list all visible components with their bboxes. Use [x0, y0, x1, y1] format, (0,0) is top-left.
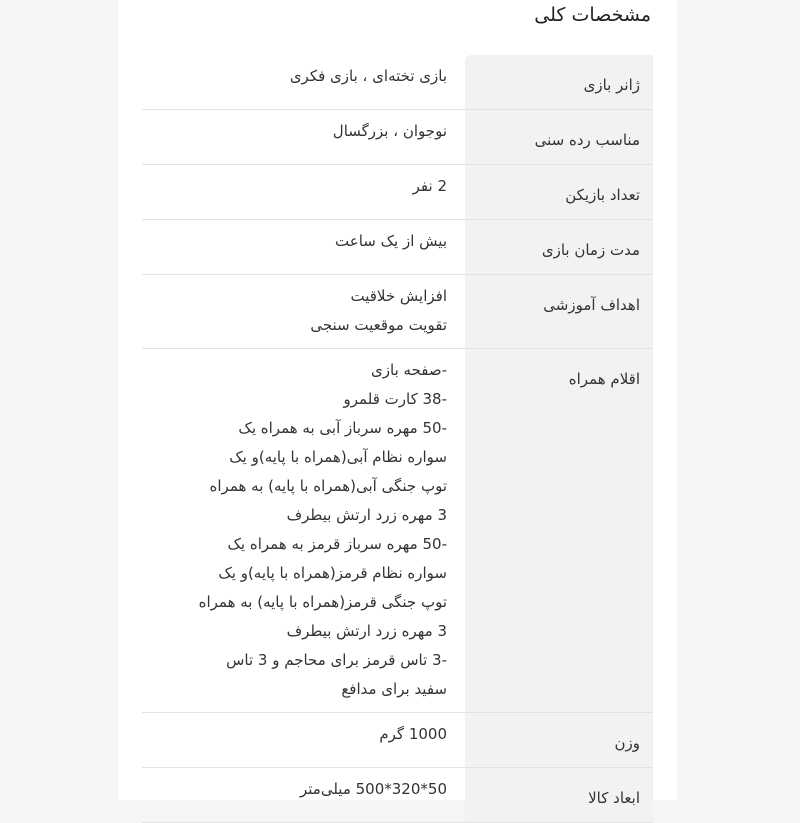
spec-value: [142, 349, 465, 712]
spec-value-line: افزایش خلاقیت: [350, 287, 447, 305]
spec-value: [142, 165, 465, 219]
spec-row: [142, 713, 653, 768]
spec-value-line: 1000 گرم: [379, 725, 447, 743]
spec-row: [142, 55, 653, 110]
spec-value: [142, 275, 465, 348]
spec-value: [142, 110, 465, 164]
spec-row: [142, 220, 653, 275]
spec-label: مناسب رده سنی: [465, 110, 653, 164]
spec-value-line: بیش از یک ساعت: [335, 232, 447, 250]
spec-value: [142, 768, 465, 822]
spec-label: اهداف آموزشی: [465, 275, 653, 348]
spec-label: تعداد بازیکن: [465, 165, 653, 219]
specs-table: [142, 55, 653, 823]
spec-value-line: -50 مهره سرباز قرمز به همراه یک: [227, 535, 447, 553]
spec-row: [142, 275, 653, 349]
spec-row: [142, 349, 653, 713]
spec-value-line: 2 نفر: [412, 177, 447, 195]
spec-label: ابعاد کالا: [465, 768, 653, 822]
spec-value-line: سفید برای مدافع: [341, 680, 447, 698]
spec-value-line: توپ جنگی آبی(همراه با پایه) به همراه: [209, 477, 447, 495]
spec-value-line: -38 کارت قلمرو: [343, 390, 447, 408]
spec-value-line: 3 مهره زرد ارتش بیطرف: [286, 506, 447, 524]
spec-label: ژانر بازی: [465, 55, 653, 109]
spec-label: اقلام همراه: [465, 349, 653, 712]
spec-value: [142, 55, 465, 109]
spec-value: [142, 713, 465, 767]
spec-row: [142, 165, 653, 220]
spec-value-line: توپ جنگی قرمز(همراه با پایه) به همراه: [198, 593, 447, 611]
spec-value-line: سواره نظام قرمز(همراه با پایه)و یک: [218, 564, 447, 582]
spec-value-line: -صفحه بازی: [371, 361, 447, 379]
spec-value-line: سواره نظام آبی(همراه با پایه)و یک: [229, 448, 447, 466]
spec-value-line: 50*320*500 میلی‌متر: [299, 780, 447, 798]
spec-value-line: تقویت موقعیت سنجی: [310, 316, 447, 334]
spec-value-line: بازی تخته‌ای ، بازی فکری: [289, 67, 447, 85]
spec-value-line: -3 تاس قرمز برای محاجم و 3 تاس: [226, 651, 447, 669]
section-title: مشخصات کلی: [534, 4, 651, 26]
spec-row: [142, 110, 653, 165]
spec-row: [142, 768, 653, 823]
spec-label: مدت زمان بازی: [465, 220, 653, 274]
specs-panel: [118, 0, 677, 807]
spec-value-line: 3 مهره زرد ارتش بیطرف: [286, 622, 447, 640]
spec-value-line: -50 مهره سرباز آبی به همراه یک: [238, 419, 447, 437]
spec-value: [142, 220, 465, 274]
spec-value-line: نوجوان ، بزرگسال: [332, 122, 447, 140]
spec-label: وزن: [465, 713, 653, 767]
